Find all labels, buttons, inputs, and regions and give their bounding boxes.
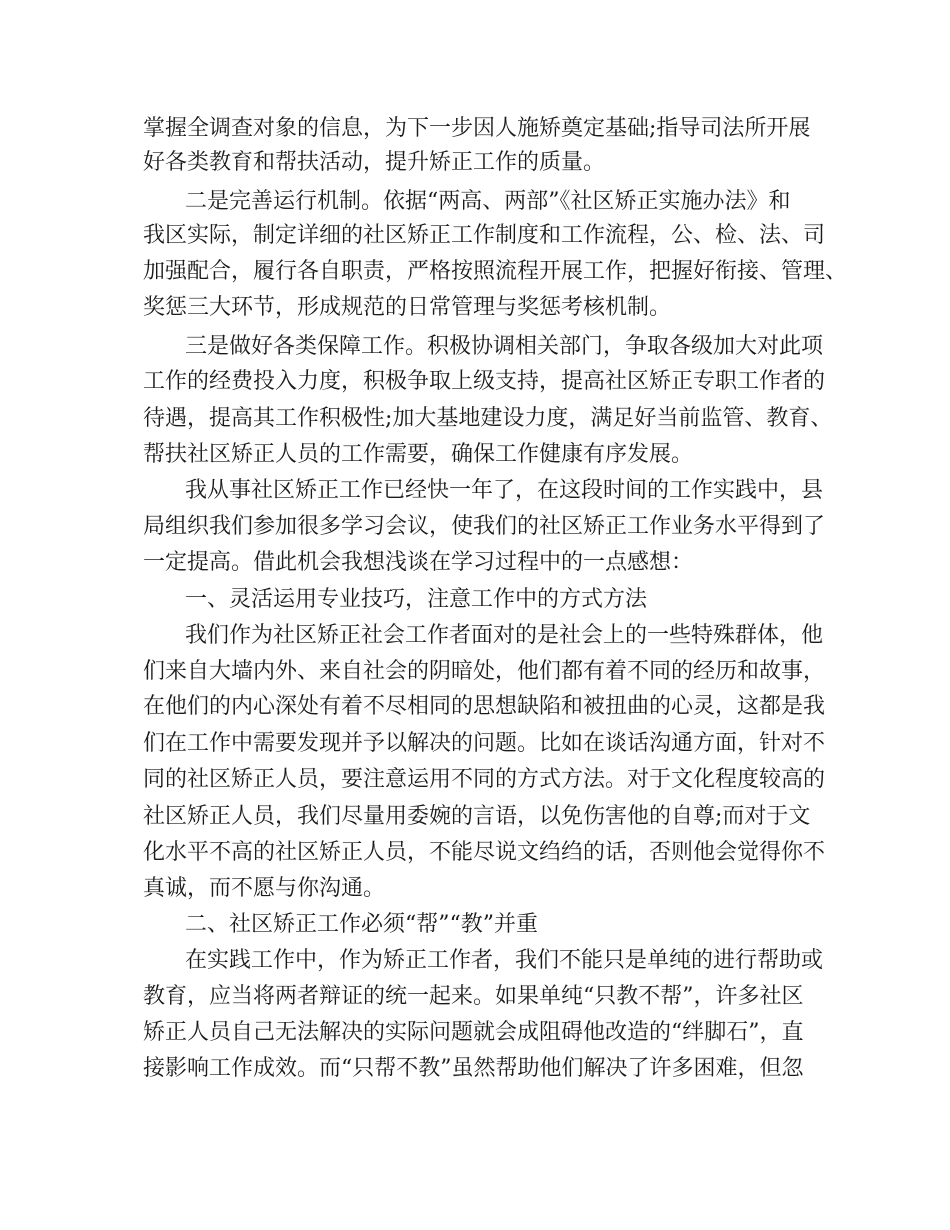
text-line: 加强配合，履行各自职责，严格按照流程开展工作，把握好衔接、管理、 [143,259,848,284]
text-line: 教育，应当将两者辩证的统一起来。如果单纯“只教不帮”，许多社区 [143,984,804,1009]
text-line: 在他们的内心深处有着不尽相同的思想缺陷和被扭曲的心灵，这都是我 [143,694,826,719]
text-line: 工作的经费投入力度，积极争取上级支持，提高社区矫正专职工作者的 [143,369,826,394]
text-line: 局组织我们参加很多学习会议，使我们的社区矫正工作业务水平得到了 [143,514,826,539]
section-heading: 一、灵活运用专业技巧，注意工作中的方式方法 [185,587,648,612]
paragraph-first-line: 我从事社区矫正工作已经快一年了，在这段时间的工作实践中，县 [185,478,824,503]
text-line: 同的社区矫正人员，要注意运用不同的方式方法。对于文化程度较高的 [143,767,826,792]
text-line: 帮扶社区矫正人员的工作需要，确保工作健康有序发展。 [143,442,694,467]
paragraph-first-line: 二是完善运行机制。依据“两高、两部”《社区矫正实施办法》和 [185,189,791,214]
text-line: 掌握全调查对象的信息，为下一步因人施矫奠定基础;指导司法所开展 [143,116,811,141]
text-line: 化水平不高的社区矫正人员，不能尽说文绉绉的话，否则他会觉得你不 [143,840,826,865]
text-line: 我区实际，制定详细的社区矫正工作制度和工作流程，公、检、法、司 [143,223,826,248]
paragraph-first-line: 我们作为社区矫正社会工作者面对的是社会上的一些特殊群体，他 [185,623,824,648]
text-line: 好各类教育和帮扶活动，提升矫正工作的质量。 [143,150,606,175]
section-heading: 二、社区矫正工作必须“帮”“教”并重 [185,912,538,937]
text-line: 矫正人员自己无法解决的实际问题就会成阻碍他改造的“绊脚石”，直 [143,1020,804,1045]
text-line: 接影响工作成效。而“只帮不教”虽然帮助他们解决了许多困难，但忽 [143,1056,804,1081]
text-line: 社区矫正人员，我们尽量用委婉的言语，以免伤害他的自尊;而对于文 [143,804,811,829]
text-line: 真诚，而不愿与你沟通。 [143,876,386,901]
paragraph-first-line: 三是做好各类保障工作。积极协调相关部门，争取各级加大对此项 [185,334,824,359]
text-line: 一定提高。借此机会我想浅谈在学习过程中的一点感想： [143,550,694,575]
paragraph-first-line: 在实践工作中，作为矫正工作者，我们不能只是单纯的进行帮助或 [185,948,824,973]
text-line: 们在工作中需要发现并予以解决的问题。比如在谈话沟通方面，针对不 [143,731,826,756]
text-line: 待遇，提高其工作积极性;加大基地建设力度，满足好当前监管、教育、 [143,406,833,431]
text-line: 奖惩三大环节，形成规范的日常管理与奖惩考核机制。 [143,295,672,320]
text-line: 们来自大墙内外、来自社会的阴暗处，他们都有着不同的经历和故事， [143,659,826,684]
